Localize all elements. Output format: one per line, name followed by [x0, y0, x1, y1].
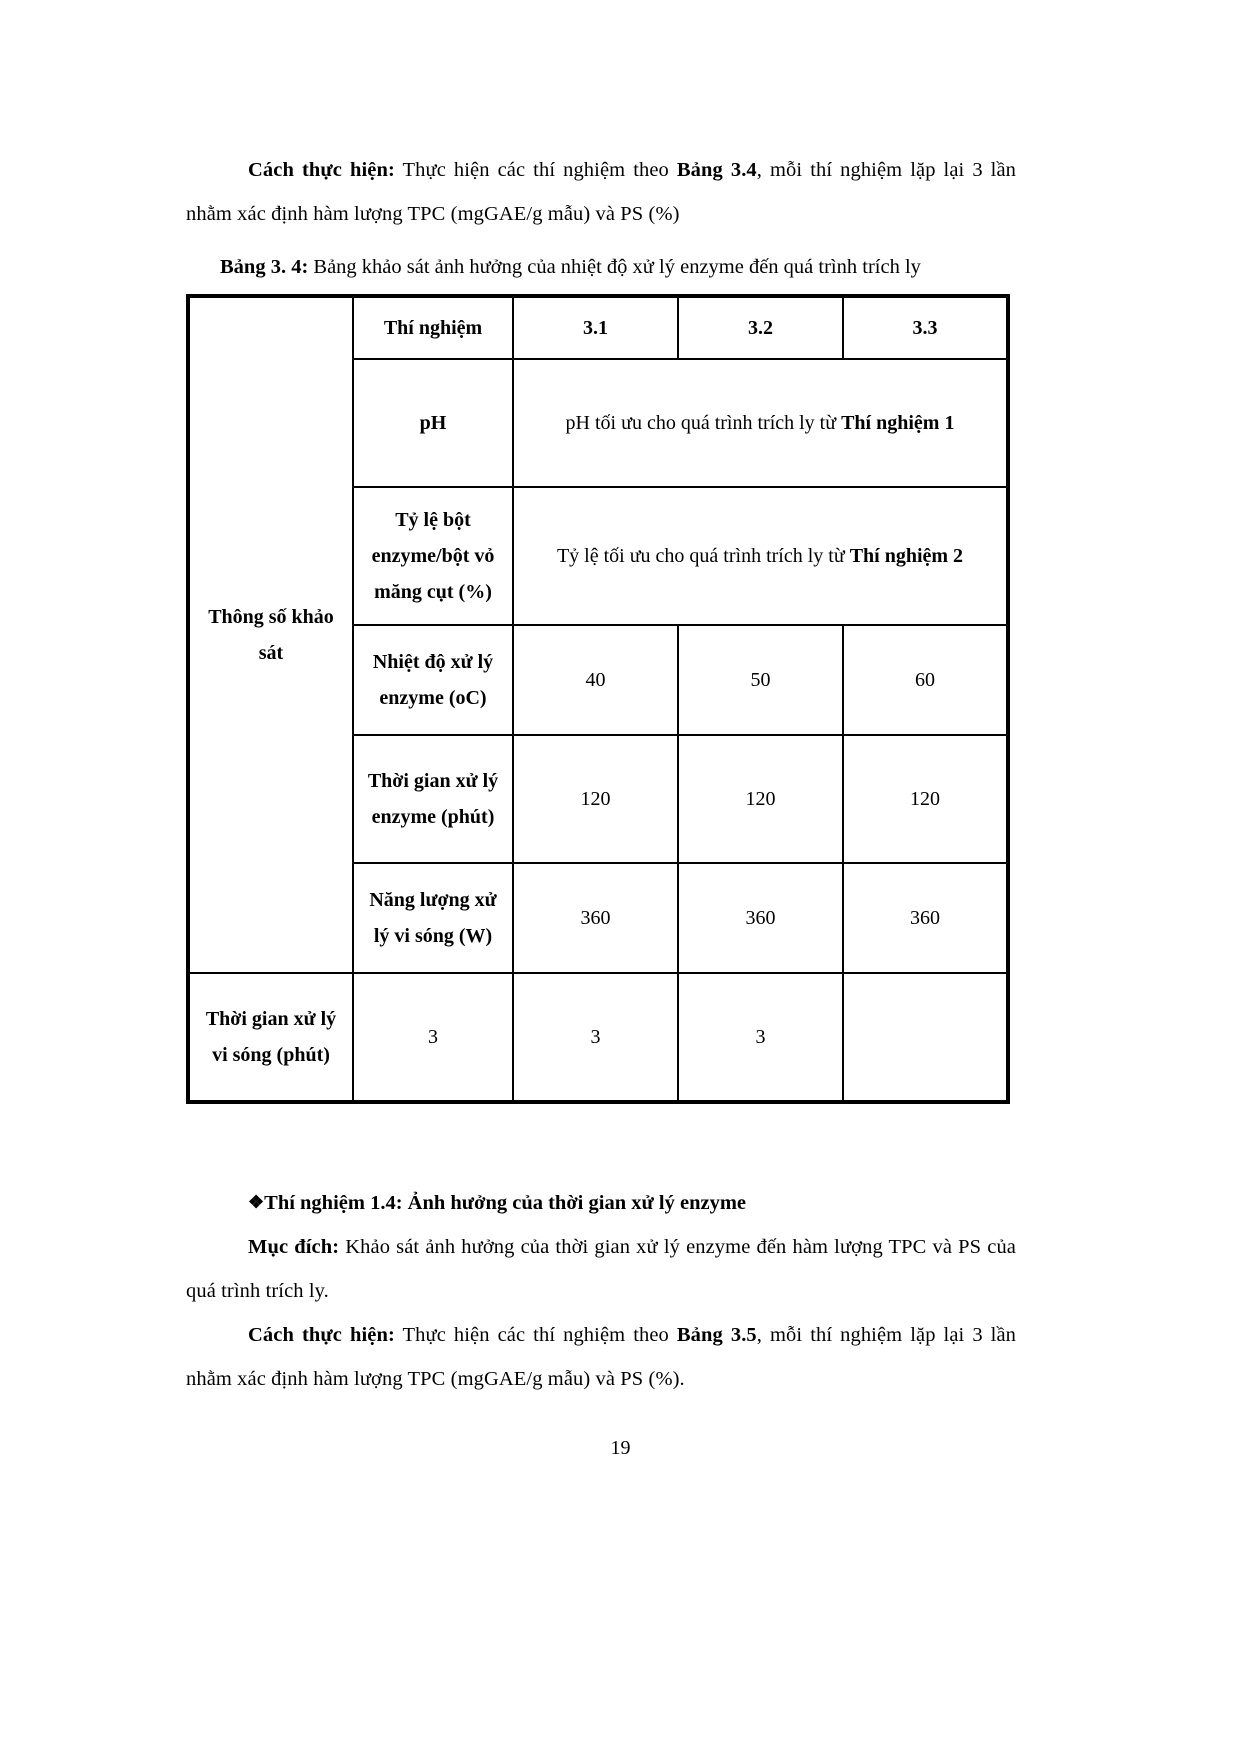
- row-label-enzyme-ratio: Tỷ lệ bột enzyme/bột vỏ măng cụt (%): [353, 487, 513, 625]
- ratio-note-plain: Tỷ lệ tối ưu cho quá trình trích ly từ: [556, 545, 850, 567]
- cell-microwave-power-3-1: 360: [513, 863, 678, 973]
- method-2-bold-ref: Bảng 3.5: [676, 1324, 757, 1346]
- cell-temperature-3-1: 40: [513, 625, 678, 735]
- experiment-heading-text: Thí nghiệm 1.4: Ảnh hưởng của thời gian xử lý enzyme: [264, 1192, 746, 1214]
- experiment-heading: [186, 1180, 1016, 1225]
- row-label-ph: pH: [353, 359, 513, 487]
- ratio-note-bold: Thí nghiệm 2: [849, 545, 964, 567]
- row-label-enzyme-temperature: Nhiệt độ xử lý enzyme (oC): [353, 625, 513, 735]
- paragraph-purpose: [186, 1225, 1016, 1313]
- method-1-rest: Thực hiện các thí nghiệm theo: [394, 159, 677, 181]
- method-1-bold-ref: Bảng 3.4: [676, 159, 757, 181]
- paragraph-method-2: [186, 1313, 1016, 1401]
- method-2-tail: , mỗi thí nghiệm lặp lại 3 lần nhằm xác định hàm lượng TPC (mgGAE/g mẫu) và PS (%).: [186, 1324, 1017, 1390]
- header-col-3-1: 3.1: [513, 296, 678, 359]
- param-column-label: Thông số khảo sát: [188, 296, 353, 973]
- row-label-microwave-time: Thời gian xử lý vi sóng (phút): [188, 973, 353, 1102]
- caption-text: Bảng khảo sát ảnh hưởng của nhiệt độ xử lý enzyme đến quá trình trích ly: [308, 256, 921, 278]
- survey-table: [186, 294, 1010, 1104]
- cell-microwave-power-3-3: 360: [843, 863, 1008, 973]
- paragraph-method-1: [186, 148, 1016, 236]
- ph-note-plain: pH tối ưu cho quá trình trích ly từ: [565, 412, 842, 434]
- method-2-rest: Thực hiện các thí nghiệm theo: [394, 1324, 677, 1346]
- row-label-microwave-power: Năng lượng xử lý vi sóng (W): [353, 863, 513, 973]
- row-label-enzyme-time: Thời gian xử lý enzyme (phút): [353, 735, 513, 863]
- cell-microwave-time-3-1: 3: [353, 973, 513, 1102]
- row-value-enzyme-ratio: [513, 487, 1008, 625]
- cell-enzyme-time-3-1: 120: [513, 735, 678, 863]
- row-value-ph: [513, 359, 1008, 487]
- caption-label: Bảng 3. 4:: [220, 256, 309, 278]
- method-1-tail: , mỗi thí nghiệm lặp lại 3 lần nhằm xác định hàm lượng TPC (mgGAE/g mẫu) và PS (%): [186, 159, 1017, 225]
- cell-temperature-3-3: 60: [843, 625, 1008, 735]
- header-col-3-2: 3.2: [678, 296, 843, 359]
- diamond-bullet-icon: ❖: [248, 1192, 265, 1212]
- table-caption: [186, 250, 1016, 284]
- purpose-rest: Khảo sát ảnh hưởng của thời gian xử lý enzyme đến hàm lượng TPC và PS của quá trình trích ly.: [186, 1236, 1016, 1302]
- header-experiment-label: Thí nghiệm: [353, 296, 513, 359]
- cell-microwave-time-3-3: 3: [678, 973, 843, 1102]
- page-number: 19: [610, 1437, 631, 1459]
- cell-microwave-power-3-2: 360: [678, 863, 843, 973]
- purpose-lead: Mục đích:: [248, 1236, 340, 1258]
- page-content: [186, 148, 1016, 1401]
- spacer: [186, 1104, 1016, 1180]
- cell-enzyme-time-3-2: 120: [678, 735, 843, 863]
- table-row: [188, 296, 1008, 359]
- cell-temperature-3-2: 50: [678, 625, 843, 735]
- cell-enzyme-time-3-3: 120: [843, 735, 1008, 863]
- table-row: [188, 973, 1008, 1102]
- method-2-lead: Cách thực hiện:: [248, 1324, 395, 1346]
- ph-note-bold: Thí nghiệm 1: [841, 412, 955, 434]
- method-1-lead: Cách thực hiện:: [248, 159, 395, 181]
- cell-microwave-time-3-2: 3: [513, 973, 678, 1102]
- header-col-3-3: 3.3: [843, 296, 1008, 359]
